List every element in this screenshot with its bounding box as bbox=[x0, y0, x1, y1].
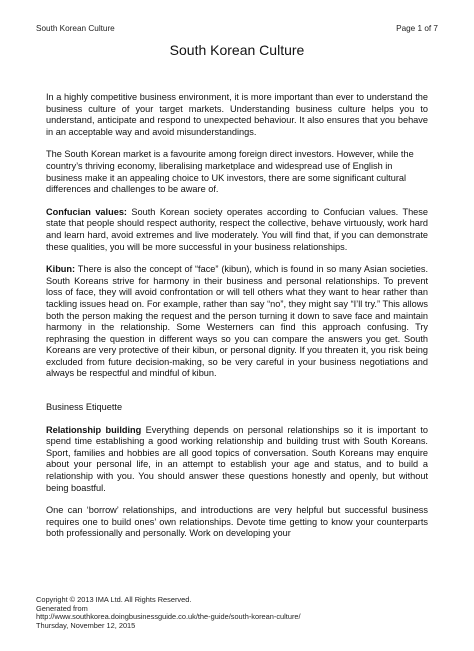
kibun-text: There is also the concept of “face” (kibun), which is found in so many Asian societies. South Koreans strive for harmony in their business and personal relationships. To prevent loss of face, they will avoid confrontation or will tell others what they want to hear rather than tackling issues head on. For example, rather than say “no”, they might say “I’ll try.” This allows both the person making the request and the person turning it down to save face and maintain harmony in the relationship. Some Westerners can find this approach confusing. Try rephrasing the question in different ways so you can compare the answers you get. South Koreans are very protective of their kibun, or personal dignity. If you threaten it, you risk being excluded from future decision-making, so be very careful in your business negotiations and always be respectful and mindful of kibun. bbox=[46, 264, 428, 379]
running-header bbox=[36, 24, 438, 33]
relationship-heading: Relationship building bbox=[46, 424, 142, 435]
copyright-line: Copyright © 2013 IMA Ltd. All Rights Reserved. bbox=[36, 595, 192, 604]
relationship-text: Everything depends on personal relationships so it is important to spend time establishing a good working relationship and building trust with South Koreans. Sport, families and hobbies are all good topics of conversation. South Koreans may enquire about your personal life, in an attempt to establish your age and status, and to build a relationship with you. You should answer these questions honestly and openly, but without being boastful. bbox=[46, 424, 428, 493]
borrow-paragraph: One can ‘borrow’ relationships, and introductions are very helpful but successful business requires one to build ones’ own relationships. Devote time getting to know your counterparts both professionally and personally. Work on developing your bbox=[46, 505, 428, 539]
intro-paragraph-1: In a highly competitive business environment, it is more important than ever to understand the business culture of your target markets. Understanding business culture helps you to understand, anticipate and respond to unexpected behaviour. It also ensures that you behave in an acceptable way and avoid misunderstandings. bbox=[46, 92, 428, 137]
confucian-paragraph bbox=[46, 207, 428, 253]
intro-paragraph-2: The South Korean market is a favourite among foreign direct investors. However, while the country’s thriving economy, liberalising marketplace and widespread use of English in business make it an appealing choice to UK investors, there are some significant cultural differences and challenges to be aware of. bbox=[46, 149, 414, 195]
kibun-paragraph bbox=[46, 264, 428, 380]
header-document-title: South Korean Culture bbox=[36, 24, 115, 33]
confucian-text: South Korean society operates according to Confucian values. These state that people should respect authority, respect the collective, behave virtuously, work hard and learn hard, avoid extremes and live moderately. You will find that, if you can demonstrate these qualities, you will be more successful in your business relationships. bbox=[46, 206, 428, 252]
kibun-heading: Kibun: bbox=[46, 264, 76, 275]
relationship-paragraph bbox=[46, 425, 428, 495]
generated-from-line: Generated from bbox=[36, 603, 88, 613]
section-heading: Business Etiquette bbox=[46, 402, 123, 413]
generated-date: Thursday, November 12, 2015 bbox=[36, 620, 136, 630]
confucian-heading: Confucian values: bbox=[46, 206, 127, 217]
page-title: South Korean Culture bbox=[169, 42, 305, 58]
document-body bbox=[46, 92, 428, 551]
page-footer bbox=[36, 596, 301, 630]
source-url[interactable]: http://www.southkorea.doingbusinessguide.co.uk/the-guide/south-korean-culture/ bbox=[36, 612, 301, 622]
page-number: Page 1 of 7 bbox=[396, 24, 438, 33]
